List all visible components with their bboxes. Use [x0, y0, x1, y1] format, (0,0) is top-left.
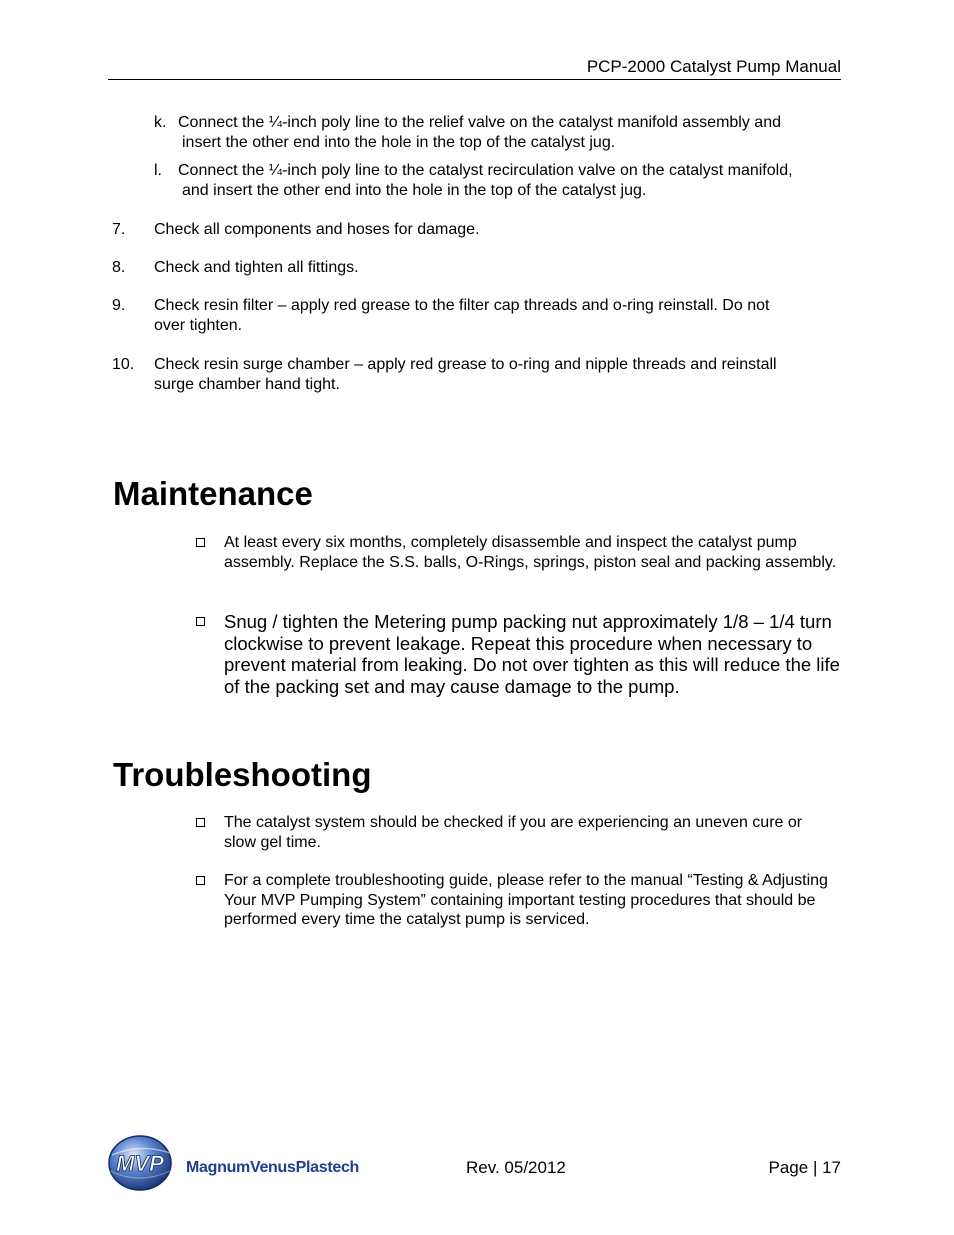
substep-l	[154, 161, 844, 200]
substep-text-line2: and insert the other end into the hole in the top of the catalyst jug.	[182, 181, 647, 199]
checkbox-bullet-icon	[196, 818, 205, 827]
substep-text-line2: insert the other end into the hole in the top of the catalyst jug.	[182, 133, 616, 151]
revision-label: Rev. 05/2012	[466, 1158, 566, 1177]
bullet-text: Snug / tighten the Metering pump packing nut approximately 1/8 – 1/4 turn clockwise to prevent leakage. Repeat this procedure when necessary to prevent material from leaking. Do not over tighten as this will reduce the life of the packing set and may cause damage to the pump.	[224, 611, 840, 697]
step-10	[112, 355, 812, 394]
logo-wordmark: MagnumVenusPlastech	[186, 1159, 360, 1176]
step-text: Check and tighten all fittings.	[154, 259, 359, 276]
checkbox-bullet-icon	[196, 876, 205, 885]
document-title: PCP-2000 Catalyst Pump Manual	[586, 57, 841, 76]
step-number: 7.	[112, 221, 126, 238]
step-text: Check resin surge chamber – apply red grease to o-ring and nipple threads and reinstall surge chamber hand tight.	[154, 356, 777, 393]
maintenance-heading: Maintenance	[113, 475, 313, 512]
step-number: 8.	[112, 259, 126, 276]
step-number: 9.	[112, 297, 126, 314]
bullet-text: The catalyst system should be checked if you are experiencing an uneven cure or slow gel time.	[224, 814, 803, 851]
substep-k	[154, 113, 844, 152]
maintenance-bullet-2	[196, 611, 842, 697]
substep-text-line1: Connect the ¼-inch poly line to the relief valve on the catalyst manifold assembly and	[178, 114, 781, 131]
step-text: Check resin filter – apply red grease to the filter cap threads and o-ring reinstall. Do not over tighten.	[154, 297, 770, 334]
checkbox-bullet-icon	[196, 538, 205, 547]
step-7	[112, 220, 842, 240]
bullet-text: For a complete troubleshooting guide, please refer to the manual “Testing & Adjusting Your MVP Pumping System” containing important testing procedures that should be performed every time the catalyst pump is serviced.	[224, 872, 828, 928]
troubleshooting-heading: Troubleshooting	[113, 756, 372, 793]
header-divider	[108, 79, 841, 80]
step-9	[112, 296, 792, 335]
mvp-logo	[104, 1133, 404, 1193]
page-number: Page | 17	[768, 1158, 841, 1177]
substep-marker: l.	[154, 162, 162, 179]
checkbox-bullet-icon	[196, 617, 205, 626]
maintenance-bullet-1	[196, 533, 842, 572]
step-8	[112, 258, 842, 278]
troubleshooting-bullet-2	[196, 871, 836, 930]
substep-marker: k.	[154, 114, 167, 131]
substep-text-line1: Connect the ¼-inch poly line to the catalyst recirculation valve on the catalyst manifold,	[178, 162, 793, 179]
bullet-text: At least every six months, completely disassemble and inspect the catalyst pump assembly. Replace the S.S. balls, O-Rings, springs, piston seal and packing assembly.	[224, 534, 837, 571]
step-number: 10.	[112, 356, 135, 373]
troubleshooting-bullet-1	[196, 813, 816, 852]
step-text: Check all components and hoses for damage.	[154, 221, 480, 238]
logo-mark: MVP	[116, 1151, 164, 1176]
